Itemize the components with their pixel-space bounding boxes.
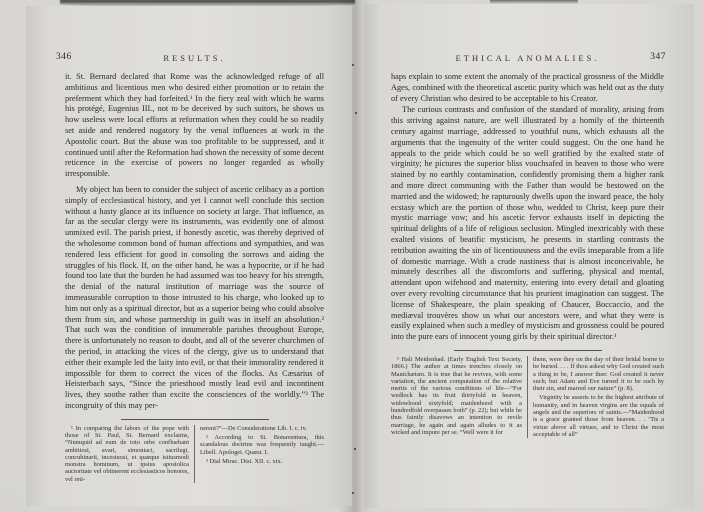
right-page-text-column xyxy=(391,53,664,438)
ink-speck xyxy=(352,492,354,494)
paragraph: haps explain to some extent the anomaly of the practical grossness of the Middle Ages, combined with the theoretical ascetic purity which was held out as the duty of every Christian who desired to be acceptable to his Creator. xyxy=(391,72,664,103)
footnote: ¹ In comparing the labors of the pope with those of St. Paul, St. Bernard exclaims, “Numquid ad eum de toto orbe confluebant ambitiosi, avari, simoniaci, sacrilegi, concubinarii, incestuosi, et quæque istiusmodi monstra hominum, ut ipsius apostolica auctoritate vel obtinerent ecclesiasticos honores, vel reti- xyxy=(65,424,189,483)
page-number-left: 346 xyxy=(56,52,72,62)
footnote: ¹ Hali Meidenhad. (Early English Text Society, 1866.) The author at times trenches closely on Manichæism. It is true that he revives, with some variation, the ancient computation of the relative merits of the various conditions of life—“For wedlock has its fruit thirtyfold in heaven, widowhood sixtyfold; maidenhood with a hundredfold overpasses both” (p. 22); but while he thus faintly disavows an intention to revile marriage, he again and again alludes to it as wicked and impure per se. “Well were it for xyxy=(391,355,522,436)
footnote: them, were they on the day of their bridal borne to be buried. . . . If thou askest why God created such a thing to be, I answer thee: God created it never such; but Adam and Eve turned it to be such by their sin, and marred our nature” (p. 8). xyxy=(533,355,664,393)
footnote-rule xyxy=(454,350,602,351)
footnote: nerent?”—De Consideratione Lib. I. c. iv. xyxy=(200,424,307,432)
footnote-column-1 xyxy=(65,425,189,483)
running-head-left: RESULTS. xyxy=(163,53,226,63)
page-number-right: 347 xyxy=(650,52,666,62)
left-page-body xyxy=(65,72,324,412)
footnote-rule xyxy=(121,419,269,420)
running-head-right: ETHICAL ANOMALIES. xyxy=(455,53,600,63)
right-page-footnotes xyxy=(391,356,664,438)
right-page xyxy=(364,4,694,508)
left-page xyxy=(26,6,352,506)
ink-speck xyxy=(352,64,354,66)
footnote: ³ Dial Mirac. Dist. XII. c. xix. xyxy=(206,457,283,465)
paragraph: The curious contrasts and confusion of the standard of morality, arising from this striving against nature, are well illustrated by a homily of the thirteenth century against marriage, addressed to youthful nuns, which exhausts all the arguments that the ingenuity of the writer could suggest. On the one hand he appeals to the pride which could be so well gratified by the exalted state of virginity; he pictures the superior bliss vouchsafed in heaven to those who were stained by no earthly contamination, confidently promising them a higher rank and more direct communing with the Father than would be bestowed on the married and the widowed; he rapturously dwells upon the inward peace, the holy ecstasy which are the portion of those who, wedded to Christ, keep pure their mystic marriage vow; and his ascetic fervor exhausts itself in depicting the spiritual delights of a life of religious seclusion. Mingled inextricably with these exalted visions of beatific mysticism, he presents in startling contrasts the retribution awaiting the sin of licentiousness and the evils inseparable from a life of domestic marriage. With a crude nastiness that is almost inconceivable, he minutely describes all the discomforts and suffering, physical and mental, attendant upon wifehood and maternity, entering into every detail and gloating over every revolting circumstance that his prurient imagination can suggest. The license of Shakespeare, the plain speaking of Chaucer, Boccaccio, and the mediæval trouvères show us what our ancestors were, and what they were is easily explained when such a medley of mysticism and grossness could be poured into the pure ears of innocent young girls by their spiritual director.¹ xyxy=(391,105,664,342)
paragraph: My object has been to consider the subject of ascetic celibacy as a portion simply of ecclesiastical history, and yet I cannot well conclude this section without a hasty glance at its influence on society at large. That influence, as far as the secular clergy were its instruments, was evidently one of almost unmixed evil. The parish priest, if honestly ascetic, was thereby deprived of the wholesome common bond of human affections and sympathies, and was rendered less efficient for good in consoling the sorrows and aiding the struggles of his flock. If, on the other hand, he was a hypocrite, or if he had found too late that the burden he had assumed was too heavy for his strength, the denial of the natural institution of marriage was the source of immeasurable corruption to those intrusted to his charge, who looked up to him not only as a spiritual director, but as a superior being who could absolve them from sin, and whose partnership in guilt was in itself an absolution.² That such was the condition of innumerable parishes throughout Europe, there is unfortunately no reason to doubt, and all of the severer churchmen of the period, in attacking the vices of the clergy, give us to understand that either their example led the laity into evil, or that their immorality rendered it impossible for them to correct the vices of the flocks. As Cæsarius of Heisterbach says, “Since the priesthood mostly lead evil and incontinent lives, they soothe rather than excite the consciences of the worldly.”³ The incongruity of this may per- xyxy=(65,184,324,410)
left-page-text-column xyxy=(56,52,324,483)
left-page-footnotes xyxy=(65,425,324,483)
left-page-header xyxy=(56,52,324,65)
ink-speck xyxy=(355,112,357,114)
footnote: ² According to St. Bonaventura, this scandalous doctrine was frequently taught.—Libell. Apologet. Quæst. I. xyxy=(200,434,324,456)
footnote-column-2 xyxy=(527,356,664,438)
footnote: Virginity he asserts to be the highest attribute of humanity, and in heaven virgins are the equals of angels and the superiors of saints.—“Maidenhood is a grace granted those from heaven. . . ’Tis a virtue above all virtues, and to Christ the most acceptable of all” xyxy=(533,394,664,438)
right-page-body xyxy=(391,72,664,343)
ink-speck xyxy=(354,448,356,450)
right-page-header xyxy=(391,53,664,65)
footnote-column-1 xyxy=(391,356,522,438)
paragraph: it. St. Bernard declared that Rome was the acknowledged refuge of all ambitious and licentious men who desired either promotion or to retain the preferment which they had forfeited.¹ In the fiery zeal with which he warns his protégé, Eugenius III., not to be deceived by such suitors, he shows us how useless were local efforts at reformation when they could be so readily set aside and rendered nugatory by the venal influences at work in the Apostolic court. But the abuse was too profitable to be suppressed, and it continued until after the Reformation had shown the necessity of some decent reticence in the exercise of powers no longer regarded as wholly irresponsible. xyxy=(65,72,324,179)
footnote-column-2 xyxy=(194,425,324,483)
